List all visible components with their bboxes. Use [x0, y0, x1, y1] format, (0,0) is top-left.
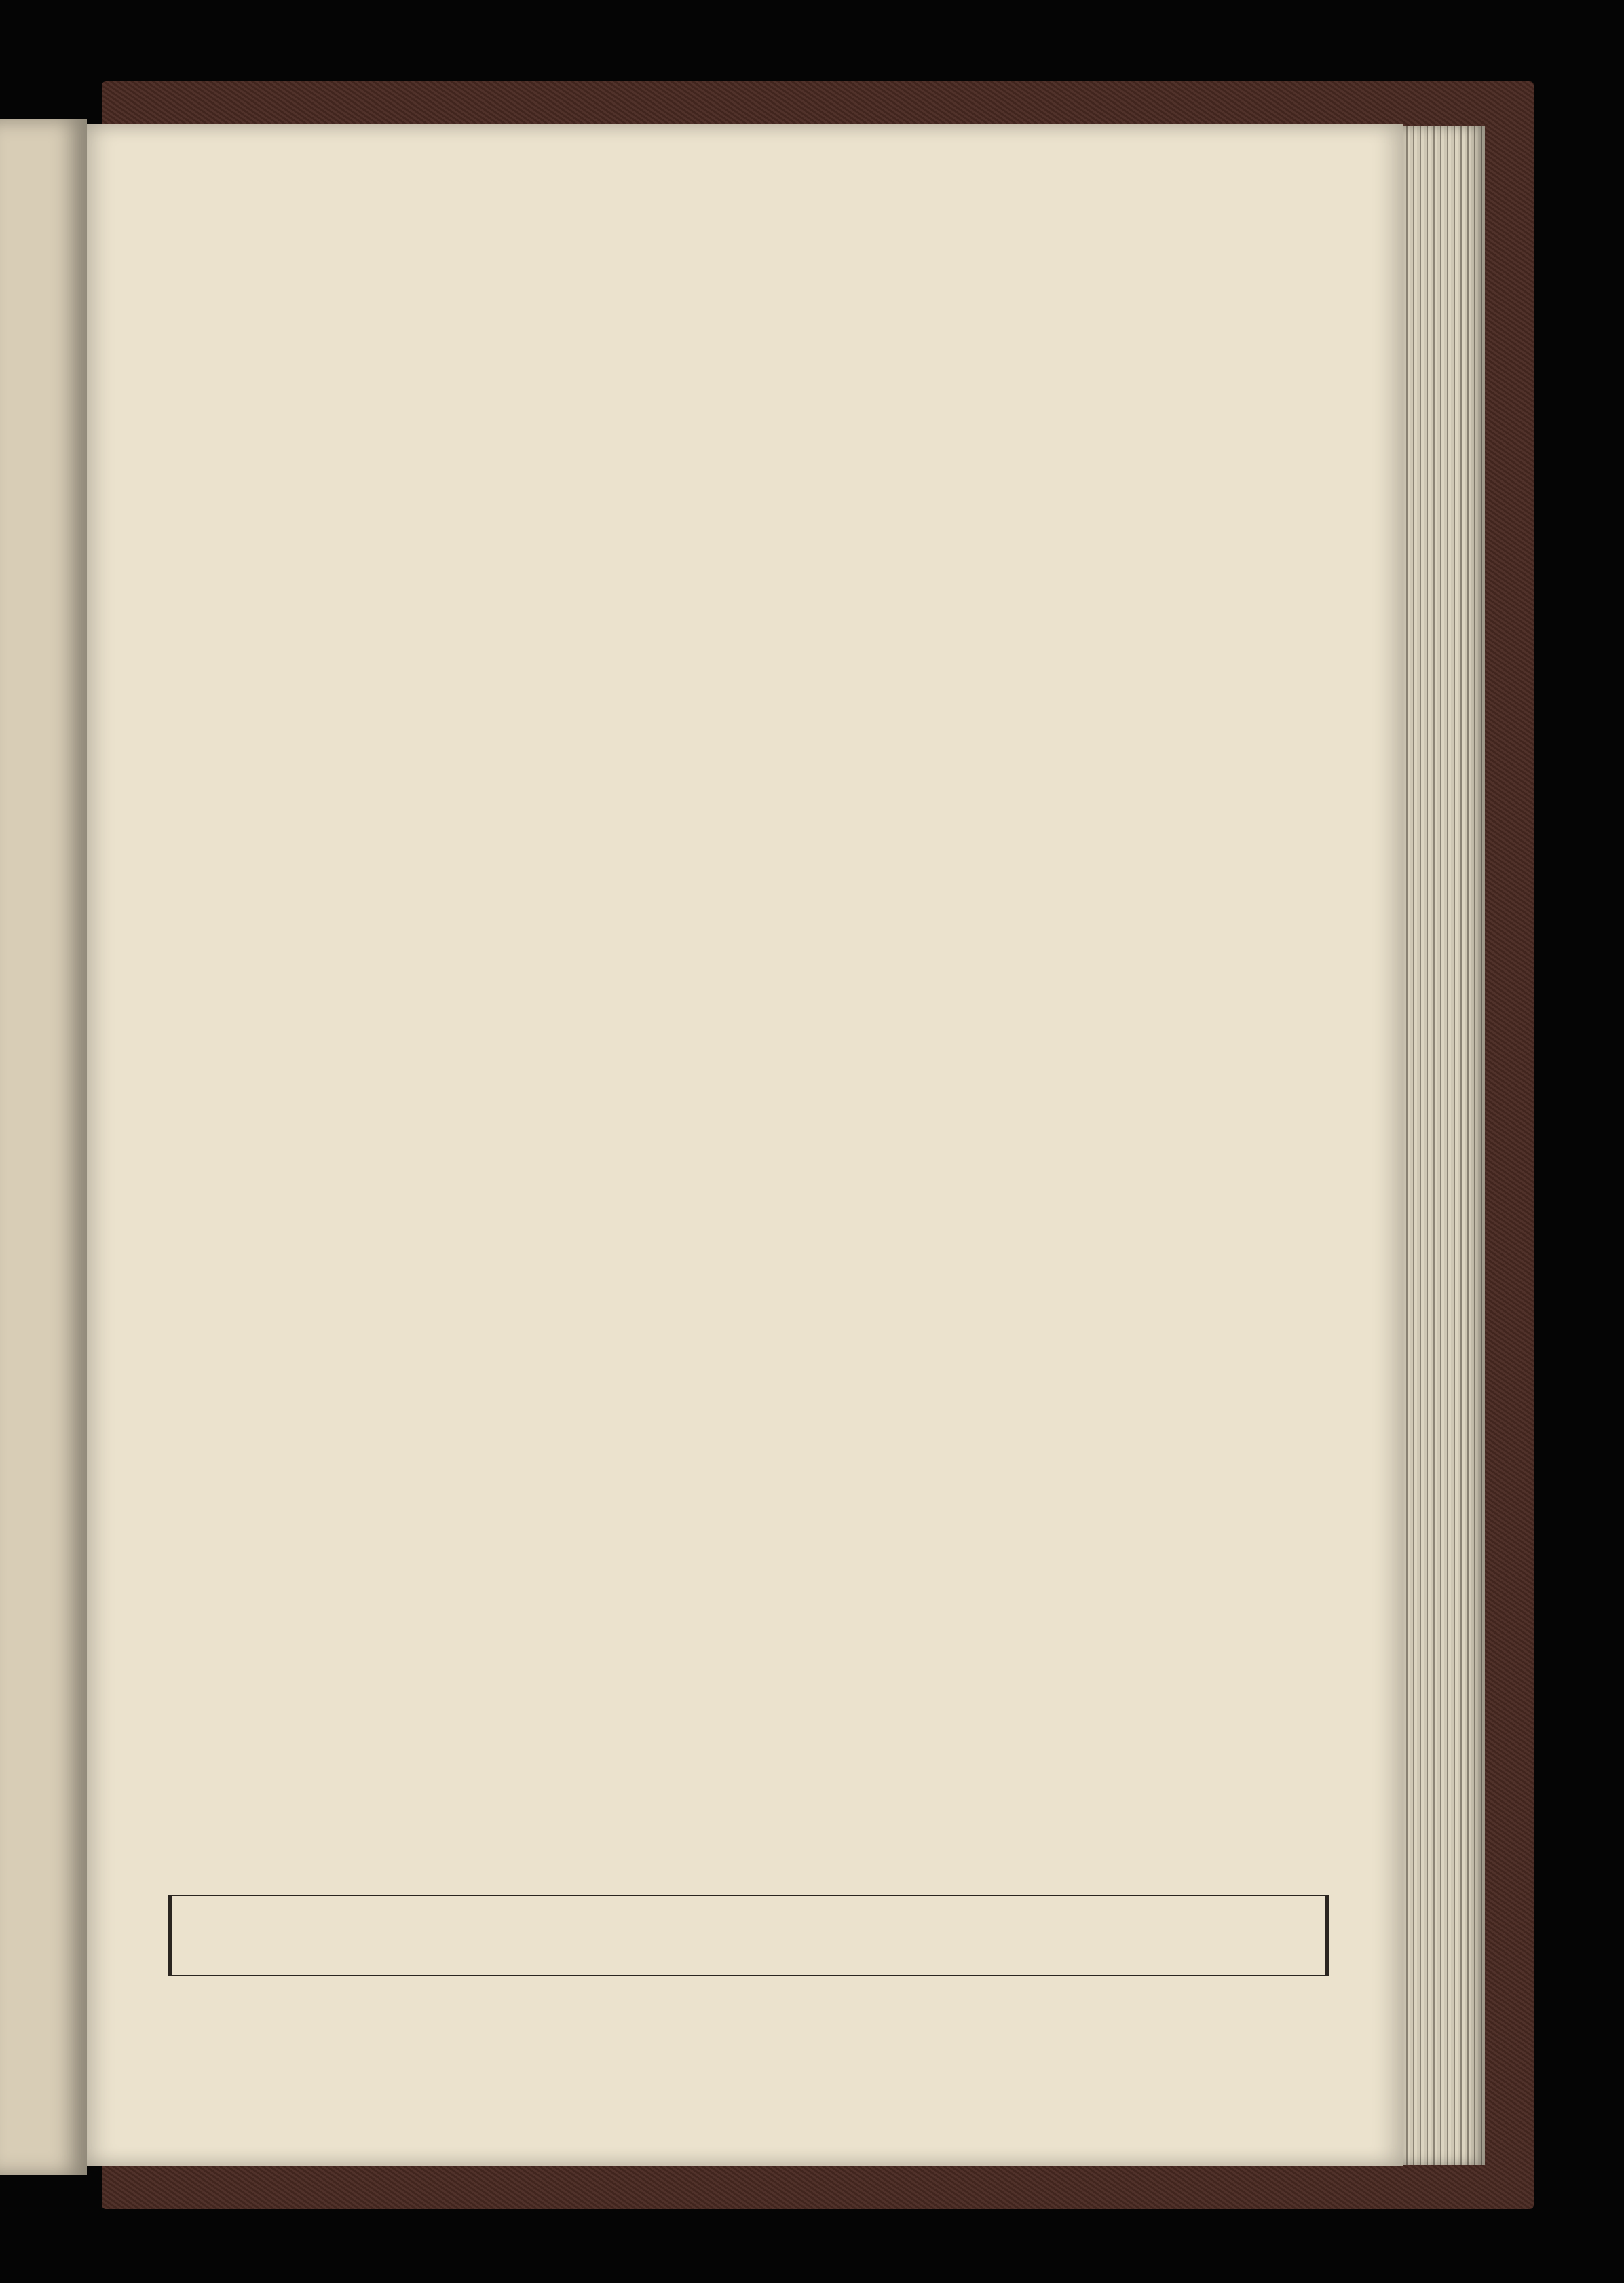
- previous-page-strip: [0, 119, 87, 2175]
- page-edges: [1403, 126, 1485, 2165]
- ambulance-notice-box: [168, 1895, 1329, 1976]
- book-page: [87, 124, 1403, 2166]
